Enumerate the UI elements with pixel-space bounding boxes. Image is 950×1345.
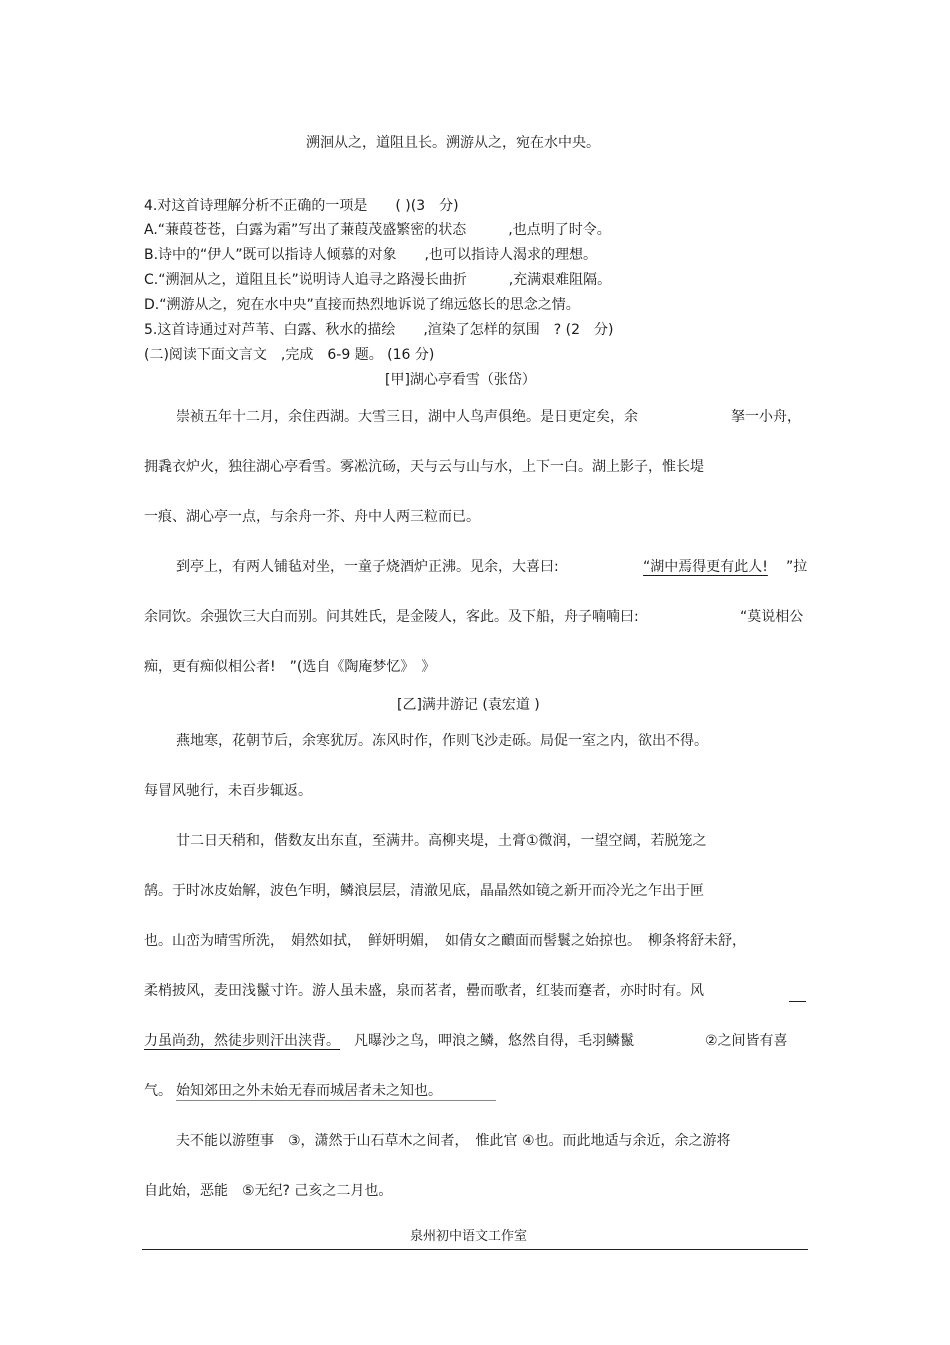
text-b-line-7b: 凡曝沙之鸟，呷浪之鳞，悠然自得，毛羽鳞鬣 bbox=[354, 1033, 634, 1049]
section-2-heading: (二)阅读下面文言文 ,完成 6-9 题。 (16 分) bbox=[144, 347, 435, 363]
text-b-line-8b: 始知郊田之外未始无春而城居者未之知也。 bbox=[176, 1083, 442, 1099]
text-b-line-5: 也。山峦为晴雪所洗， 娟然如拭， 鲜妍明媚， 如倩女之靧面而髻鬟之始掠也。 柳条将舒未舒， bbox=[144, 933, 746, 949]
question-4-stem: 4.对这首诗理解分析不正确的一项是 ( )(3 分) bbox=[144, 198, 459, 214]
text-b-line-8a: 气。 bbox=[144, 1083, 172, 1099]
question-4-option-c: C.“溯洄从之，道阻且长”说明诗人追寻之路漫长曲折 ,充满艰难阻隔。 bbox=[144, 272, 612, 288]
text-a-line-2: 拥毳衣炉火，独往湖心亭看雪。雾凇沆砀，天与云与山与水，上下一白。湖上影子，惟长堤 bbox=[144, 459, 704, 475]
wavy-underline bbox=[176, 1100, 496, 1101]
text-a-line-4a: 到亭上，有两人铺毡对坐，一童子烧酒炉正沸。见余，大喜曰: bbox=[176, 559, 559, 575]
footer-rule bbox=[142, 1249, 808, 1250]
blank-dash bbox=[789, 1001, 806, 1002]
text-b-line-2: 每冒风驰行，未百步辄返。 bbox=[144, 783, 312, 799]
question-4-option-d: D.“溯游从之，宛在水中央”直接而热烈地诉说了绵远悠长的思念之情。 bbox=[144, 297, 580, 313]
text-a-line-1b: 拏一小舟， bbox=[731, 409, 801, 425]
text-b-line-7a: 力虽尚劲，然徒步则汗出浃背。 bbox=[144, 1033, 340, 1049]
question-5: 5.这首诗通过对芦苇、白露、秋水的描绘 ,渲染了怎样的氛围 ? (2 分) bbox=[144, 322, 614, 338]
text-a-line-5b: “莫说相公 bbox=[740, 609, 804, 625]
text-a-line-4b: “湖中焉得更有此人! bbox=[643, 559, 768, 575]
poem-line: 溯洄从之，道阻且长。溯游从之，宛在水中央。 bbox=[306, 135, 600, 151]
text-a-line-1a: 崇祯五年十二月，余住西湖。大雪三日，湖中人鸟声俱绝。是日更定矣，余 bbox=[176, 409, 638, 425]
text-a-line-3: 一痕、湖心亭一点，与余舟一芥、舟中人两三粒而已。 bbox=[144, 509, 480, 525]
question-4-option-b: B.诗中的“伊人”既可以指诗人倾慕的对象 ,也可以指诗人渴求的理想。 bbox=[144, 247, 598, 263]
text-b-line-4: 鹄。于时冰皮始解，波色乍明，鳞浪层层，清澈见底，晶晶然如镜之新开而冷光之乍出于匣 bbox=[144, 883, 704, 899]
question-4-option-a: A.“蒹葭苍苍，白露为霜”写出了蒹葭茂盛繁密的状态 ,也点明了时令。 bbox=[144, 222, 611, 238]
footer-label: 泉州初中语文工作室 bbox=[410, 1229, 528, 1244]
text-b-line-7c: ②之间皆有喜 bbox=[705, 1033, 788, 1049]
text-b-line-6: 柔梢披风，麦田浅鬣寸许。游人虽未盛，泉而茗者，罍而歌者，红装而蹇者，亦时时有。风 bbox=[144, 983, 704, 999]
text-b-line-10: 自此始，恶能 ⑤无纪? 己亥之二月也。 bbox=[144, 1183, 393, 1199]
text-a-line-6: 痴，更有痴似相公者! ”(选自《陶庵梦忆》 》 bbox=[144, 659, 436, 675]
text-b-line-3: 廿二日天稍和，偕数友出东直，至满井。高柳夹堤，土膏①微润，一望空阔，若脱笼之 bbox=[176, 833, 707, 849]
text-a-line-4c: ”拉 bbox=[786, 559, 808, 575]
text-a-title: [甲]湖心亭看雪（张岱） bbox=[385, 372, 536, 388]
text-a-line-5a: 余同饮。余强饮三大白而别。问其姓氏，是金陵人，客此。及下船，舟子喃喃曰: bbox=[144, 609, 639, 625]
text-b-line-9: 夫不能以游堕事 ③，潇然于山石草木之间者， 惟此官 ④也。而此地适与余近，余之游将 bbox=[176, 1133, 731, 1149]
text-b-title: [乙]满井游记 (袁宏道 ) bbox=[397, 697, 540, 713]
text-b-line-1: 燕地寒，花朝节后，余寒犹厉。冻风时作，作则飞沙走砾。局促一室之内，欲出不得。 bbox=[176, 733, 708, 749]
